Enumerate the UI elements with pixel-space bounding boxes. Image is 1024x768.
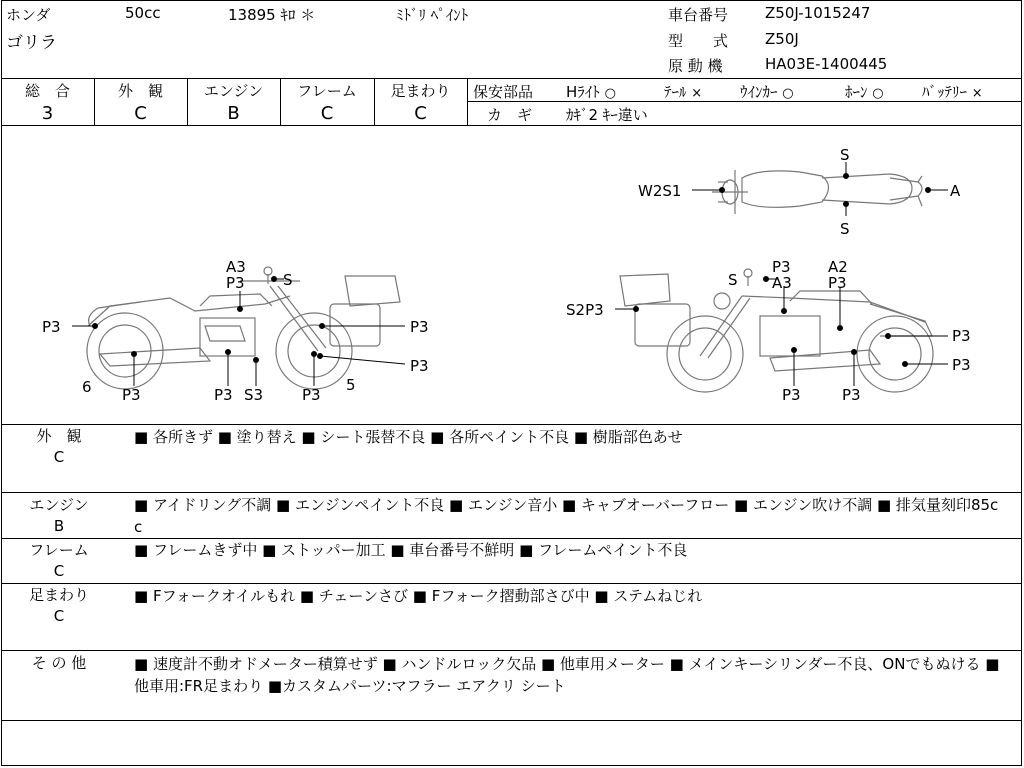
diagram-label: A3 xyxy=(772,274,792,292)
section-text: ■ アイドリング不調 ■ エンジンペイント不良 ■ エンジン音小 ■ キャブオーバーフロー ■ エンジン吹け不調 ■ 排気量刻印85cc xyxy=(134,496,999,536)
divider xyxy=(1,720,1022,721)
engine-value: HA03E-1400445 xyxy=(765,55,888,73)
grade-label: エンジン xyxy=(203,82,264,100)
grade-suspension xyxy=(374,80,467,124)
grade-value: 3 xyxy=(41,103,54,124)
section-title: エンジン B xyxy=(29,496,89,535)
diagram-label: W2S1 xyxy=(638,182,682,200)
diagram-label: P3 xyxy=(42,318,61,336)
section-title: 足まわり C xyxy=(28,586,89,625)
engine-label: 原 動 機 xyxy=(668,57,723,75)
grade-label: 外 観 xyxy=(117,82,163,100)
diagram-label: P3 xyxy=(842,386,861,404)
maker: ホンダ xyxy=(6,6,51,24)
grade-value: C xyxy=(134,103,147,124)
displacement: 50cc xyxy=(125,4,161,22)
divider xyxy=(467,78,468,125)
safety-item-headlight: Hﾗｲﾄ ○ xyxy=(566,83,616,101)
diagram-label: P3 xyxy=(410,318,429,336)
diagram-label: 5 xyxy=(346,376,356,394)
section-title: フレーム C xyxy=(29,541,89,580)
diagram-label: P3 xyxy=(214,386,233,404)
grade-frame xyxy=(280,80,374,124)
type-value: Z50J xyxy=(765,30,799,48)
section-title: 外 観 C xyxy=(36,427,82,466)
grade-label: 足まわり xyxy=(390,82,451,100)
divider xyxy=(1,583,1022,584)
mileage: 13895 ｷﾛ ＊ xyxy=(228,6,316,24)
diagram-label: P3 xyxy=(782,386,801,404)
diagram-label: S xyxy=(840,220,850,238)
diagram-label: P3 xyxy=(772,258,791,276)
diagram-label: P3 xyxy=(302,386,321,404)
safety-item-tail: ﾃｰﾙ × xyxy=(664,83,703,101)
top-view-bike xyxy=(712,170,922,214)
diagram-label: S2P3 xyxy=(566,301,604,319)
frame-no: Z50J-1015247 xyxy=(765,4,871,22)
diagram-label: P3 xyxy=(952,356,971,374)
damage-diagram xyxy=(0,126,1022,426)
section-title: そ の 他 xyxy=(31,654,87,672)
section-text: ■ 各所きず ■ 塗り替え ■ シート張替不良 ■ 各所ペイント不良 ■ 樹脂部色あせ xyxy=(134,428,683,446)
diagram-label: P3 xyxy=(226,274,245,292)
divider xyxy=(1,650,1022,651)
grade-value: C xyxy=(320,103,334,124)
safety-item-battery: ﾊﾞｯﾃﾘｰ × xyxy=(922,83,983,101)
grade-label: 総 合 xyxy=(24,82,70,100)
frame-no-label: 車台番号 xyxy=(668,6,729,24)
section-text: ■ フレームきず中 ■ ストッパー加工 ■ 車台番号不鮮明 ■ フレームペイント不良 xyxy=(134,541,688,559)
grade-label: フレーム xyxy=(297,82,357,100)
diagram-label: P3 xyxy=(952,327,971,345)
divider xyxy=(1,424,1022,425)
diagram-label: 6 xyxy=(82,378,92,396)
diagram-label: P3 xyxy=(122,386,141,404)
key-value: ｶｷﾞ2 ｷｰ違い xyxy=(566,106,648,124)
divider xyxy=(1,78,1022,79)
diagram-label: S xyxy=(728,271,738,289)
color: ﾐﾄﾞﾘ ﾍﾟｲﾝﾄ xyxy=(396,6,469,24)
section-text: ■ 速度計不動オドメーター積算せず ■ ハンドルロック欠品 ■ 他車用メーター ■ メインキーシリンダー不良、ONでもぬける ■他車用:FR足まわり ■カスタムパーツ:マフラー エアクリ シート xyxy=(134,655,1000,695)
safety-item-winker: ｳｲﾝｶｰ ○ xyxy=(740,83,794,101)
diagram-label: A3 xyxy=(226,258,246,276)
type-label: 型 式 xyxy=(668,32,729,50)
safety-label: 保安部品 xyxy=(473,83,534,101)
motorcycle-diagrams xyxy=(0,126,1022,426)
grade-overall xyxy=(1,80,94,124)
diagram-label: P3 xyxy=(410,357,429,375)
diagram-label: A2 xyxy=(828,258,848,276)
grade-value: B xyxy=(227,103,240,124)
key-label: カ ギ xyxy=(487,106,533,124)
diagram-label: S xyxy=(840,146,850,164)
grade-value: C xyxy=(414,103,427,124)
diagram-label: S xyxy=(283,271,293,289)
grade-exterior xyxy=(94,80,187,124)
diagram-label: P3 xyxy=(828,274,847,292)
safety-item-horn: ﾎｰﾝ ○ xyxy=(845,83,884,101)
grade-engine xyxy=(187,80,280,124)
section-text: ■ Fフォークオイルもれ ■ チェーンさび ■ Fフォーク摺動部さび中 ■ ステムねじれ xyxy=(134,587,703,605)
diagram-label: A xyxy=(950,182,961,200)
divider xyxy=(1,492,1022,493)
diagram-label: S3 xyxy=(244,386,264,404)
model-name: ゴリラ xyxy=(6,33,57,53)
